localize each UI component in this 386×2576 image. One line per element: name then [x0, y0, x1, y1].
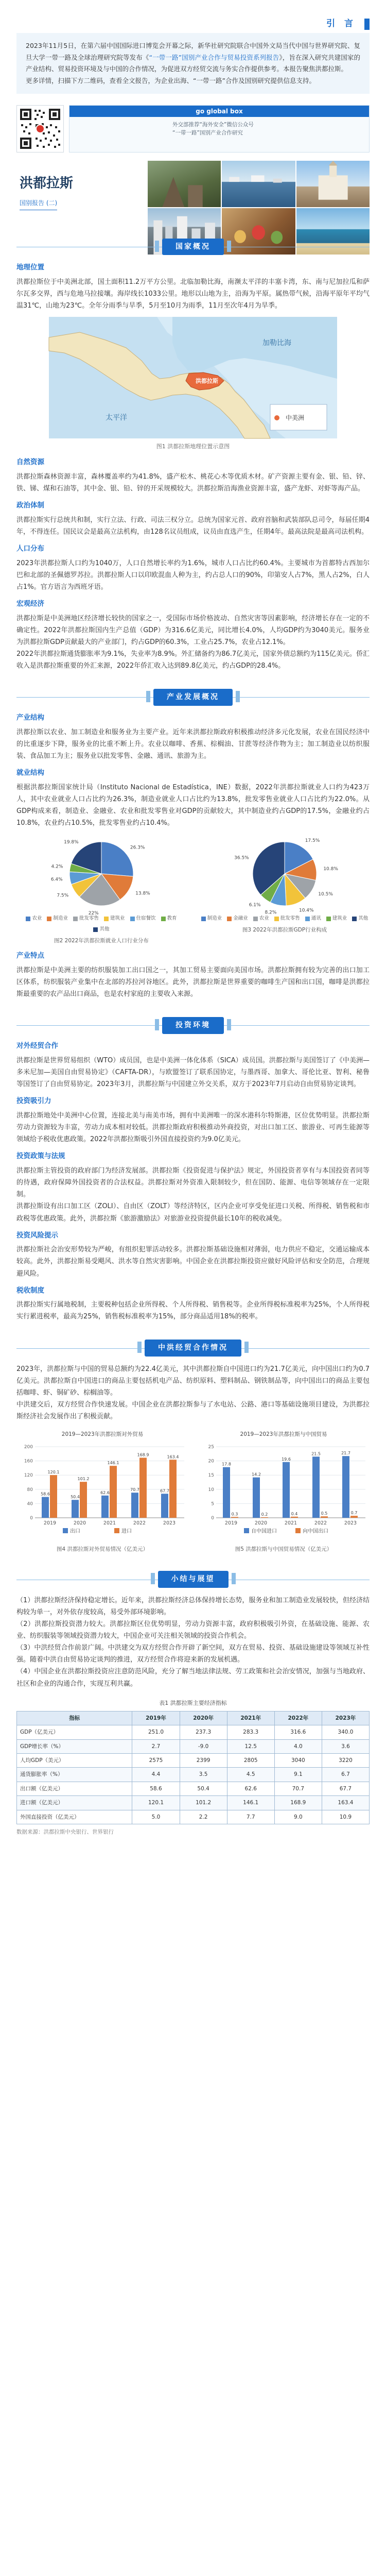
table-cell: 7.7 — [227, 1810, 274, 1824]
pie-data-label: 10.4% — [299, 908, 314, 914]
paragraph: 洪都拉斯实行总统共和制，实行立法、行政、司法三权分立。总统为国家元首、政府首脑和武装部队总司令，每届任期4年，不得连任。国民议会是最高立法机构，由128名议员组成，议员由直选产生，任期4年。最高法院是最高司法机构。 — [16, 516, 370, 536]
page — [0, 15, 386, 2576]
legend-swatch — [104, 917, 109, 921]
table-header-cell: 2023年 — [322, 1711, 369, 1725]
bar — [80, 1482, 87, 1518]
table-cell: 168.9 — [274, 1796, 322, 1810]
table-cell: 9.1 — [274, 1768, 322, 1782]
legend-label: 制造业 — [53, 916, 68, 922]
table-header-cell: 2020年 — [180, 1711, 227, 1725]
table-cell: 2.7 — [132, 1739, 180, 1753]
y-tick-label: 20 — [208, 1459, 214, 1464]
table-cell: 2399 — [180, 1754, 227, 1768]
table-cell: 2575 — [132, 1754, 180, 1768]
legend-swatch — [352, 917, 357, 921]
bar — [283, 1462, 290, 1517]
table-cell: 120.1 — [132, 1796, 180, 1810]
photo-collage — [148, 161, 370, 222]
paragraph: 2023年，洪都拉斯与中国的贸易总额约为22.4亿美元，其中洪都拉斯自中国进口约为21.7亿美元，向中国出口约为0.7亿美元。洪都拉斯自中国进口的商品主要包括机电产品、纺织原料、塑料制品、钢铁制品等，向中国出口的商品主要包括咖啡、虾、铜矿砂、棕榈油等。 — [16, 1365, 370, 1397]
qr-banner: go global box — [69, 106, 369, 117]
table-row — [17, 1739, 370, 1753]
section-investment — [16, 1040, 370, 1323]
table-cell: 101.2 — [180, 1796, 227, 1810]
table-cell: 163.4 — [322, 1796, 369, 1810]
x-tick-label: 2019 — [43, 1520, 57, 1526]
legend-swatch — [26, 917, 30, 921]
legend-swatch — [227, 917, 232, 921]
legend-label: 出口 — [70, 1528, 80, 1534]
section-header-overview — [16, 239, 370, 255]
bar-data-label: 70.7 — [130, 1487, 139, 1492]
subheading-resources: 自然资源 — [16, 458, 44, 467]
intro-highlight: “一带一路”国别产业合作与贸易投资系列报告 — [149, 53, 279, 61]
x-tick-label: 2021 — [103, 1520, 116, 1526]
table-cell: 进口额（亿美元） — [17, 1796, 132, 1810]
legend-swatch — [253, 917, 258, 921]
bar — [342, 1456, 349, 1518]
paragraph: 洪都拉斯地处中美洲中心位置，连接北美与南美市场，拥有中美洲唯一的深水港科尔特斯港，区位优势明显。洪都拉斯劳动力资源较为丰富，劳动力成本相对较低。洪都拉斯政府积极推动外商投资，对出口加工区、旅游业、可再生能源等领域给予税收优惠政策。2022年洪都拉斯吸引外国直接投资约为9.0亿美元。 — [16, 1112, 370, 1144]
legend-label: 制造业 — [207, 916, 222, 922]
pie-data-label: 8.2% — [265, 910, 277, 916]
map-label-region: 中美洲 — [286, 414, 305, 421]
bar — [350, 1516, 358, 1518]
y-tick-label: 10 — [208, 1487, 214, 1493]
table-row — [17, 1768, 370, 1782]
legend-swatch — [73, 917, 78, 921]
legend-swatch — [274, 917, 279, 921]
bar — [72, 1500, 79, 1518]
bar-data-label: 50.4 — [71, 1494, 80, 1499]
bar-data-label: 67.7 — [160, 1488, 169, 1493]
pie-data-label: 26.3% — [130, 845, 145, 851]
paragraph: 洪都拉斯以农业、加工制造业和服务业为主要产业。近年来洪都拉斯政府积极推动经济多元化发展，农业在国民经济中的比重逐步下降，服务业的比重不断上升。农业以咖啡、香蕉、棕榈油、甘蔗等经济作物为主；加工制造业以纺织服装、食品加工为主；服务业以批发零售、金融、通讯、旅游为主。 — [16, 728, 370, 760]
legend-item — [305, 914, 321, 923]
qr-section — [16, 105, 370, 152]
y-tick-label: 5 — [211, 1501, 214, 1506]
photo-ruins — [148, 161, 221, 207]
paragraph: 洪都拉斯森林资源丰富，森林覆盖率约为41.8%，盛产松木、桃花心木等优质木材。矿产资源主要有金、银、铅、锌、铁、锑、煤和石油等，其中金、银、铅、锌的开采规模较大。洪都拉斯沿海渔业资源丰富，盛产龙虾、对虾等海产品。 — [16, 472, 370, 493]
y-tick-label: 200 — [24, 1444, 33, 1450]
bar — [231, 1517, 238, 1518]
table-caption: 表1 洪都拉斯主要经济指标 — [159, 1699, 227, 1706]
table-cell: 2805 — [227, 1754, 274, 1768]
section-header-cooperation — [16, 1341, 370, 1356]
bar — [42, 1497, 49, 1517]
legend-item — [73, 914, 99, 923]
legend-swatch — [114, 1528, 119, 1533]
pie-data-label: 4.2% — [51, 864, 63, 870]
legend-item — [130, 914, 156, 923]
table-cell: 70.7 — [274, 1782, 322, 1795]
legend-label: 农业 — [32, 916, 42, 922]
bar — [50, 1475, 57, 1518]
table-row — [17, 1754, 370, 1768]
section-summary — [16, 1595, 370, 1837]
qr-line-1: 外交部推荐“海外安全”微信公众号 — [172, 122, 254, 128]
bar-data-label: 21.7 — [341, 1450, 350, 1455]
table-cell: 3040 — [274, 1754, 322, 1768]
table-cell: 58.6 — [132, 1782, 180, 1795]
table-cell: 5.0 — [132, 1810, 180, 1824]
bar-data-label: 163.4 — [167, 1454, 179, 1459]
paragraph: 洪都拉斯实行属地税制，主要税种包括企业所得税、个人所得税、销售税等。企业所得税标准税率为25%，个人所得税实行累进税率，最高为25%，销售税标准税率为15%，部分商品适用18%的税率。 — [16, 1301, 370, 1321]
section-cooperation — [16, 1363, 370, 1554]
x-tick-label: 2023 — [163, 1520, 176, 1526]
intro-title: 引 言 — [326, 19, 356, 29]
legend-label: 自中国进口 — [251, 1528, 277, 1534]
legend-item — [352, 914, 368, 923]
section-header-summary — [16, 1572, 370, 1587]
table-header-cell: 2022年 — [274, 1711, 322, 1725]
table-cell: GDP增长率（%） — [17, 1739, 132, 1753]
section-title: 投资环境 — [162, 1017, 224, 1034]
y-tick-label: 80 — [27, 1487, 33, 1493]
bar — [223, 1467, 230, 1517]
paragraph: 2023年洪都拉斯人口约为1040万，人口自然增长率约为1.6%，城市人口占比约60.4%。主要城市为首都特古西加尔巴和北部的圣佩德罗苏拉。洪都拉斯人口以印欧混血人种为主，约占总人口的90%，印第安人占7%，黑人占2%，白人占1%。官方语言为西班牙语。 — [16, 559, 370, 591]
pie-data-label: 6.4% — [50, 877, 63, 883]
table-cell: 62.6 — [227, 1782, 274, 1795]
table-cell: 237.3 — [180, 1725, 227, 1739]
subheading-employment: 就业结构 — [16, 769, 44, 777]
table-cell: 人均GDP（美元） — [17, 1754, 132, 1768]
bar-data-label: 0.4 — [291, 1511, 298, 1516]
table-cell: GDP（亿美元） — [17, 1725, 132, 1739]
table-cell: 9.0 — [274, 1810, 322, 1824]
bar-data-label: 19.6 — [282, 1456, 291, 1462]
bar — [161, 1494, 168, 1518]
subheading-risk: 投资风险提示 — [16, 1231, 58, 1240]
subheading-trade: 对外经贸合作 — [16, 1042, 58, 1050]
table-note: 数据来源：洪都拉斯中央银行、世界银行 — [16, 1828, 114, 1835]
legend-swatch — [201, 917, 206, 921]
pie-data-label: 36.5% — [234, 856, 249, 861]
paragraph: 洪都拉斯是中美洲地区经济增长较快的国家之一，受国际市场价格波动、自然灾害等因素影响，经济增长存在一定的不确定性。2022年洪都拉斯国内生产总值（GDP）为316.6亿美元，同比增长4.0%，人均GDP约为3040美元。服务业为洪都拉斯GDP贡献最大的产业部门，约占GDP的60.3%，工业占25.7%，农业占12.1%。 — [16, 614, 370, 646]
paragraph: 洪都拉斯是世界贸易组织（WTO）成员国，也是中美洲一体化体系（SICA）成员国。洪都拉斯与美国签订了《中美洲—多米尼加—美国自由贸易协定》（CAFTA-DR），与欧盟签订了联系国协定，与墨西哥、加拿大、哥伦比亚、智利、秘鲁等国签订了自由贸易协定。2023年3月，洪都拉斯与中国建立外交关系，双方于2023年7月启动自由贸易协定谈判。 — [16, 1057, 370, 1089]
legend-item — [326, 914, 347, 923]
legend-swatch — [161, 917, 166, 921]
section-title: 国家概况 — [162, 239, 224, 256]
bar-chart-svg — [198, 1440, 370, 1538]
intro — [16, 15, 370, 94]
legend-swatch — [326, 917, 331, 921]
paragraph: 洪都拉斯位于中美洲北部，国土面积11.2万平方公里。北临加勒比海，南濒太平洋的丰塞卡湾，东、南与尼加拉瓜和萨尔瓦多交界，西与危地马拉接壤。海岸线长1033公里。地形以山地为主，沿海为平原。属热带气候，沿海平原年平均气温31℃，山地为23℃。全年分雨季与旱季，5月至10月为雨季，11月至次年4月为旱季。 — [16, 278, 370, 310]
table-cell: 283.3 — [227, 1725, 274, 1739]
subheading-economy: 宏观经济 — [16, 600, 44, 608]
subheading-politics: 政治体制 — [16, 501, 44, 510]
pie-data-label: 10.8% — [323, 867, 338, 872]
y-tick-label: 15 — [208, 1472, 214, 1478]
legend-swatch — [305, 917, 310, 921]
pie-legend — [200, 914, 370, 923]
table-cell: 316.6 — [274, 1725, 322, 1739]
legend-label: 批发零售 — [280, 916, 300, 922]
intro-text-a: 2023年11月5日，在第六届中国国际进口博览会开幕之际，新华社研究院联合中国外文局当代中国与世界研究院、复旦大学一带一路及全球治理研究院等发布《 — [26, 42, 360, 61]
pie-data-label: 6.1% — [249, 903, 261, 908]
bar-data-label: 146.1 — [107, 1460, 119, 1465]
legend-label: 建筑业 — [332, 916, 347, 922]
legend-item — [93, 925, 109, 934]
legend-label: 住宿餐饮 — [136, 916, 156, 922]
y-tick-label: 0 — [30, 1515, 33, 1521]
indicators-table — [16, 1711, 370, 1824]
intro-text — [16, 33, 370, 94]
bar — [169, 1460, 177, 1518]
x-tick-label: 2019 — [224, 1520, 238, 1526]
table-cell: 251.0 — [132, 1725, 180, 1739]
table-body — [17, 1725, 370, 1824]
paragraph: 根据洪都拉斯国家统计局（Instituto Nacional de Estadística，INE）数据，2022年洪都拉斯就业人口约为423万人，其中农业就业人口占比约为26.3%，制造业就业人口占比约为13.8%，批发零售业就业人口占比约为22.0%。从GDP构成来看，制造业、金融业、农业和批发零售业对GDP的贡献较大，其中制造业约占GDP的17.5%，金融业约占10.8%，农业约占10.5%，批发零售业约占10.4%。 — [16, 783, 370, 827]
table-cell: 146.1 — [227, 1796, 274, 1810]
legend-swatch — [93, 927, 98, 932]
subheading-structure: 产业结构 — [16, 714, 44, 722]
country-subtitle: 国别报告 (二) — [20, 198, 57, 210]
pie-data-label: 10.5% — [318, 892, 333, 897]
legend-item — [104, 914, 125, 923]
legend-item — [227, 914, 248, 923]
table-cell: 2.2 — [180, 1810, 227, 1824]
legend-item — [161, 914, 177, 923]
legend-label: 进口 — [121, 1528, 132, 1534]
legend-item — [201, 914, 222, 923]
legend-swatch — [130, 917, 135, 921]
table-cell: 通货膨胀率（%） — [17, 1768, 132, 1782]
bar-data-label: 21.5 — [311, 1451, 321, 1456]
bar-data-label: 14.2 — [252, 1472, 261, 1477]
pie-chart-svg — [202, 835, 367, 916]
table-cell: 340.0 — [322, 1725, 369, 1739]
table-row — [17, 1796, 370, 1810]
x-tick-label: 2020 — [73, 1520, 86, 1526]
legend-item — [26, 914, 42, 923]
bar-chart-svg — [16, 1440, 188, 1538]
table-cell: 出口额（亿美元） — [17, 1782, 132, 1795]
table-cell: 3.5 — [180, 1768, 227, 1782]
pie-data-label: 19.8% — [64, 840, 79, 845]
table-cell: 10.9 — [322, 1810, 369, 1824]
legend-item — [253, 914, 269, 923]
intro-header — [16, 15, 370, 33]
chart-china-trade — [198, 1430, 370, 1554]
map-label-honduras: 洪都拉斯 — [196, 378, 218, 384]
bar-data-label: 168.9 — [137, 1452, 149, 1457]
legend-label: 批发零售 — [79, 916, 99, 922]
legend-item — [47, 914, 68, 923]
subheading-tax: 税收制度 — [16, 1286, 44, 1295]
qr-line-2: “一带一路”国别产业合作研究 — [172, 129, 243, 136]
table-cell: 12.5 — [227, 1739, 274, 1753]
pie-legend — [16, 914, 186, 934]
bar-data-label: 101.2 — [77, 1476, 90, 1481]
subheading-policy: 投资政策与法规 — [16, 1152, 65, 1161]
section-industry — [16, 712, 370, 1000]
bar — [110, 1466, 117, 1518]
table-cell: 4.5 — [227, 1768, 274, 1782]
country-header — [16, 161, 370, 222]
legend-swatch — [244, 1528, 249, 1533]
table-cell: -9.0 — [180, 1739, 227, 1753]
x-tick-label: 2022 — [314, 1520, 327, 1526]
pie-chart-gdp — [200, 835, 370, 945]
bar-data-label: 0.7 — [350, 1510, 358, 1515]
intro-text-c: 更多详情，扫描下方二维码，查看全文报告，为企业出海、“一带一路”合作及国别研究提供信息支持。 — [26, 76, 315, 84]
x-tick-label: 2020 — [254, 1520, 268, 1526]
pie-chart-svg — [19, 835, 184, 917]
x-tick-label: 2021 — [284, 1520, 297, 1526]
legend-label: 向中国出口 — [303, 1528, 328, 1534]
chart-caption: 图4 洪都拉斯对外贸易情况（亿美元） — [56, 1546, 149, 1553]
bar — [253, 1477, 260, 1517]
paragraph: 洪都拉斯设有出口加工区（ZOLI）、自由区（ZOLT）等经济特区，区内企业可享受免征进口关税、所得税、销售税和市政税等优惠政策。此外，洪都拉斯《旅游激励法》对旅游业投资提供最长10年的税收减免。 — [16, 1202, 370, 1223]
subheading-features: 产业特点 — [16, 952, 44, 960]
table-header-cell: 2019年 — [132, 1711, 180, 1725]
legend-label: 建筑业 — [110, 916, 125, 922]
y-tick-label: 120 — [24, 1472, 33, 1478]
table-header-cell: 2021年 — [227, 1711, 274, 1725]
x-tick-label: 2023 — [344, 1520, 357, 1526]
bar-data-label: 58.6 — [41, 1492, 50, 1497]
pie-data-label: 17.5% — [305, 838, 320, 844]
table-cell: 3220 — [322, 1754, 369, 1768]
table-cell: 3.6 — [322, 1739, 369, 1753]
bar — [139, 1458, 147, 1518]
section-header-industry — [16, 689, 370, 705]
y-tick-label: 40 — [27, 1501, 33, 1506]
y-tick-label: 25 — [208, 1444, 214, 1450]
pie-charts — [16, 835, 370, 945]
bar-data-label: 0.5 — [321, 1511, 328, 1516]
chart-title: 2019—2023年洪都拉斯对外贸易 — [61, 1431, 144, 1438]
bar — [321, 1516, 328, 1518]
map-caption: 图1 洪都拉斯地理位置示意图 — [156, 443, 230, 450]
country-title: 洪都拉斯 — [20, 176, 74, 191]
section-title: 中洪经贸合作情况 — [145, 1340, 241, 1357]
qr-info-lines — [69, 117, 369, 138]
location-map — [49, 317, 337, 438]
section-header-investment — [16, 1018, 370, 1033]
legend-swatch — [295, 1528, 301, 1533]
chart-title: 2019—2023年洪都拉斯与中国贸易 — [240, 1431, 327, 1438]
table-row — [17, 1725, 370, 1739]
bar-data-label: 0.3 — [231, 1511, 238, 1516]
photo-harbor — [222, 161, 295, 207]
bar-data-label: 120.1 — [47, 1469, 60, 1475]
map-label-sea: 加勒比海 — [262, 339, 291, 347]
bar-data-label: 0.2 — [261, 1512, 268, 1517]
legend-label: 其他 — [99, 926, 110, 932]
legend-swatch — [63, 1528, 68, 1533]
pie-chart-employment — [16, 835, 186, 945]
table-cell: 67.7 — [322, 1782, 369, 1795]
table-header-cell: 指标 — [17, 1711, 132, 1725]
section-title: 产业发展概况 — [153, 689, 233, 706]
section-overview — [16, 262, 370, 672]
table-header-row — [17, 1711, 370, 1725]
bar — [312, 1456, 320, 1518]
paragraph: 洪都拉斯社会治安形势较为严峻，有组织犯罪活动较多。洪都拉斯基础设施相对薄弱，电力供应不稳定，交通运输成本较高。此外，洪都拉斯易受飓风、洪水等自然灾害影响。中国企业在洪都拉斯投资应做好风险评估和安全防范，合理规避风险。 — [16, 1246, 370, 1278]
section-title: 小结与展望 — [158, 1571, 229, 1588]
map-label-ocean: 太平洋 — [106, 414, 127, 422]
country-title-block — [16, 161, 148, 222]
paragraph: 洪都拉斯是中美洲主要的纺织服装加工出口国之一，其加工贸易主要面向美国市场。洪都拉斯拥有较为完善的出口加工区体系，纺织服装产业集中在北部的苏拉河谷地区。此外，洪都拉斯是世界重要的咖啡生产国和出口国，咖啡是洪都拉斯最重要的农产品出口商品，也是农村家庭的主要收入来源。 — [16, 967, 370, 998]
pie-data-label: 7.5% — [57, 893, 69, 899]
table-cell: 50.4 — [180, 1782, 227, 1795]
table-cell: 4.0 — [274, 1739, 322, 1753]
paragraph: 中洪建交后，双方经贸合作快速发展。中国企业在洪都拉斯参与了水电站、公路、港口等基础设施项目建设，为洪都拉斯经济社会发展作出了积极贡献。 — [16, 1400, 370, 1420]
table-row — [17, 1810, 370, 1824]
subheading-attractiveness: 投资吸引力 — [16, 1097, 51, 1106]
paragraph: （3）中洪经贸合作前景广阔。中洪建交为双方经贸合作开辟了新空间，双方在贸易、投资、基础设施建设等领域互补性强。随着中洪自由贸易协定谈判的推进，双方经贸合作将迎来新的发展机遇。 — [16, 1644, 370, 1664]
bar — [131, 1493, 138, 1518]
pie-data-label: 22% — [88, 911, 99, 917]
table-cell: 6.7 — [322, 1768, 369, 1782]
intro-accent-bar — [364, 19, 370, 30]
pie-slice — [101, 842, 133, 876]
bar-data-label: 17.8 — [222, 1462, 231, 1467]
pie-caption: 图2 2022年洪都拉斯就业人口行业分布 — [54, 937, 149, 944]
photo-church — [296, 161, 370, 207]
subheading-population: 人口分布 — [16, 545, 44, 553]
paragraph: 2022年洪都拉斯通货膨胀率为9.1%，失业率为8.9%。外汇储备约为86.7亿美元，国家外债总额约为115亿美元。侨汇收入是洪都拉斯重要的外汇来源，2022年侨汇收入达到89.8亿美元，约占GDP的28.4%。 — [16, 650, 370, 670]
legend-label: 金融业 — [233, 916, 248, 922]
legend-label: 通讯 — [311, 916, 321, 922]
y-tick-label: 0 — [211, 1515, 214, 1521]
qr-code[interactable] — [16, 105, 64, 152]
table-cell: 4.4 — [132, 1768, 180, 1782]
bar — [291, 1516, 298, 1517]
legend-label: 教育 — [167, 916, 177, 922]
chart-caption: 图5 洪都拉斯与中国贸易情况（亿美元） — [235, 1546, 332, 1553]
intro-text-b: 》，旨在深入研究共建国家的产业结构、贸易投资环境及与中国的合作情况，为促进双方经贸交流与务实合作提供参考。本报告聚焦洪都拉斯。 — [26, 53, 360, 73]
bar-data-label: 62.6 — [100, 1490, 110, 1495]
paragraph: （1）洪都拉斯经济保持稳定增长。近年来，洪都拉斯经济总体保持增长态势，服务业和加工制造业发展较快，但经济结构较为单一，对外依存度较高，易受外部环境影响。 — [16, 1596, 370, 1616]
legend-label: 其他 — [358, 916, 369, 922]
legend-swatch — [47, 917, 51, 921]
chart-total-trade — [16, 1430, 188, 1554]
pie-caption: 图3 2022年洪都拉斯GDP行业构成 — [242, 927, 327, 933]
x-tick-label: 2022 — [133, 1520, 146, 1526]
legend-label: 农业 — [259, 916, 269, 922]
y-tick-label: 160 — [24, 1459, 33, 1464]
subheading-geography: 地理位置 — [16, 263, 44, 272]
trade-charts — [16, 1430, 370, 1554]
table-row — [17, 1782, 370, 1795]
legend-item — [274, 914, 300, 923]
paragraph: （2）洪都拉斯投资潜力较大。洪都拉斯区位优势明显，劳动力资源丰富，政府积极吸引外资，在基础设施、能源、农业、纺织服装等领域投资潜力较大，中国企业可关注相关领域的投资合作机会。 — [16, 1620, 370, 1640]
qr-info-card — [69, 105, 370, 152]
paragraph: 洪都拉斯主管投资的政府部门为经济发展部。洪都拉斯《投资促进与保护法》规定，外国投资者享有与本国投资者同等的待遇，政府保障外国投资者的合法权益。洪都拉斯对外资准入限制较少，但在国防、能源、电信等领域存在一定限制。 — [16, 1167, 370, 1199]
table-cell: 外国直接投资（亿美元） — [17, 1810, 132, 1824]
bar — [101, 1495, 109, 1517]
pie-data-label: 13.8% — [135, 891, 150, 896]
paragraph: （4）中国企业在洪都拉斯投资应注意防范风险，充分了解当地法律法规、劳工政策和社会治安情况，加强与当地政府、社区和企业的沟通合作，实现互利共赢。 — [16, 1668, 370, 1688]
